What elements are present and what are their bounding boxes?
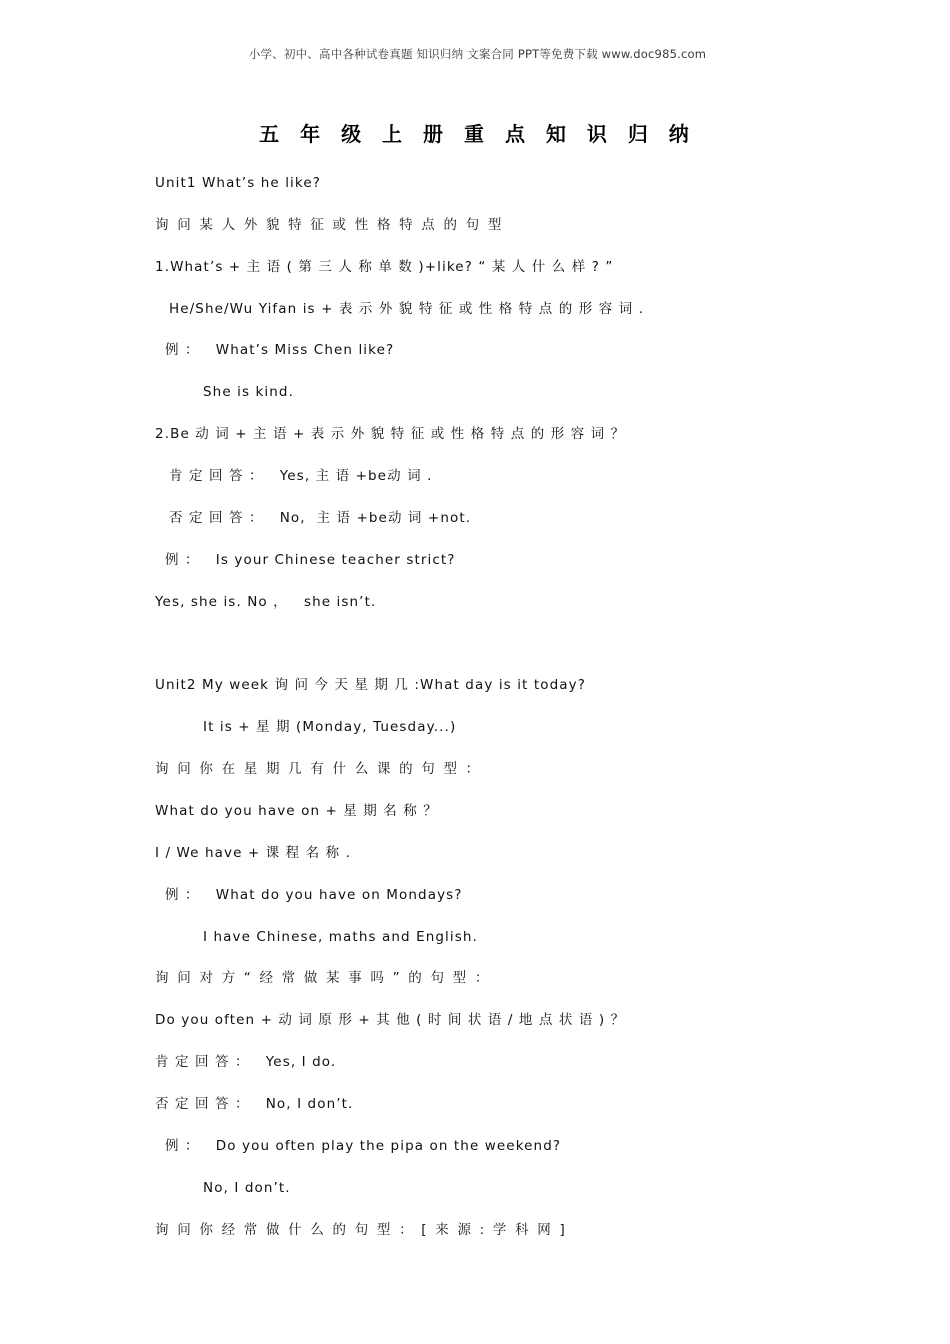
document-line: 询 问 对 方 “ 经 常 做 某 事 吗 ” 的 句 型 ：	[155, 970, 491, 987]
document-line: Unit2 My week 询 问 今 天 星 期 几 :What day is it today?	[155, 677, 586, 694]
document-line: Yes, she is. No ， she isn’t.	[155, 593, 377, 610]
document-line: 例 ： Is your Chinese teacher strict?	[165, 551, 456, 568]
document-line: She is kind.	[203, 384, 294, 401]
site-watermark-note: 小学、初中、高中各种试卷真题 知识归纳 文案合同 PPT等免费下载 www.doc985.com	[248, 47, 707, 61]
document-line: 否 定 回 答 ： No, I don’t.	[155, 1096, 354, 1113]
document-line: Unit1 What’s he like?	[155, 175, 322, 191]
document-line: 询 问 你 在 星 期 几 有 什 么 课 的 句 型 ：	[155, 761, 482, 778]
document-line: 例 ： What’s Miss Chen like?	[165, 342, 395, 359]
document-body	[155, 173, 800, 1241]
document-line: 肯 定 回 答 ： Yes, 主 语 +be动 词 .	[169, 468, 433, 485]
document-line: It is + 星 期 (Monday, Tuesday...)	[203, 719, 457, 736]
document-line: No, I don’t.	[203, 1179, 291, 1196]
document-line: 询 问 你 经 常 做 什 么 的 句 型 ： [ 来 源 : 学 科 网 ]	[155, 1221, 567, 1238]
document-line: 例 ： Do you often play the pipa on the weekend?	[165, 1137, 562, 1154]
document-line: 1.What’s + 主 语 ( 第 三 人 称 单 数 )+like? “ 某 人 什 么 样 ? ”	[155, 258, 614, 275]
document-line: What do you have on + 星 期 名 称 ？	[155, 803, 438, 820]
document-line: 例 ： What do you have on Mondays?	[165, 886, 463, 903]
document-line: 否 定 回 答 ： No, 主 语 +be动 词 +not.	[169, 509, 472, 526]
document-line: Do you often + 动 词 原 形 + 其 他 ( 时 间 状 语 / 地 点 状 语 ) ？	[155, 1012, 626, 1029]
document-line: He/She/Wu Yifan is + 表 示 外 貌 特 征 或 性 格 特 点 的 形 容 词 .	[169, 300, 645, 317]
document-line: 肯 定 回 答 ： Yes, I do.	[155, 1054, 337, 1071]
paragraph-gap	[155, 633, 800, 675]
document-line: 询 问 某 人 外 貌 特 征 或 性 格 特 点 的 句 型	[155, 216, 504, 233]
document-line: I have Chinese, maths and English.	[203, 928, 478, 945]
page-title: 五 年 级 上 册 重 点 知 识 归 纳	[259, 122, 696, 146]
document-line: I / We have + 课 程 名 称 .	[155, 844, 352, 861]
document-line: 2.Be 动 词 + 主 语 + 表 示 外 貌 特 征 或 性 格 特 点 的 形 容 词 ？	[155, 426, 626, 443]
